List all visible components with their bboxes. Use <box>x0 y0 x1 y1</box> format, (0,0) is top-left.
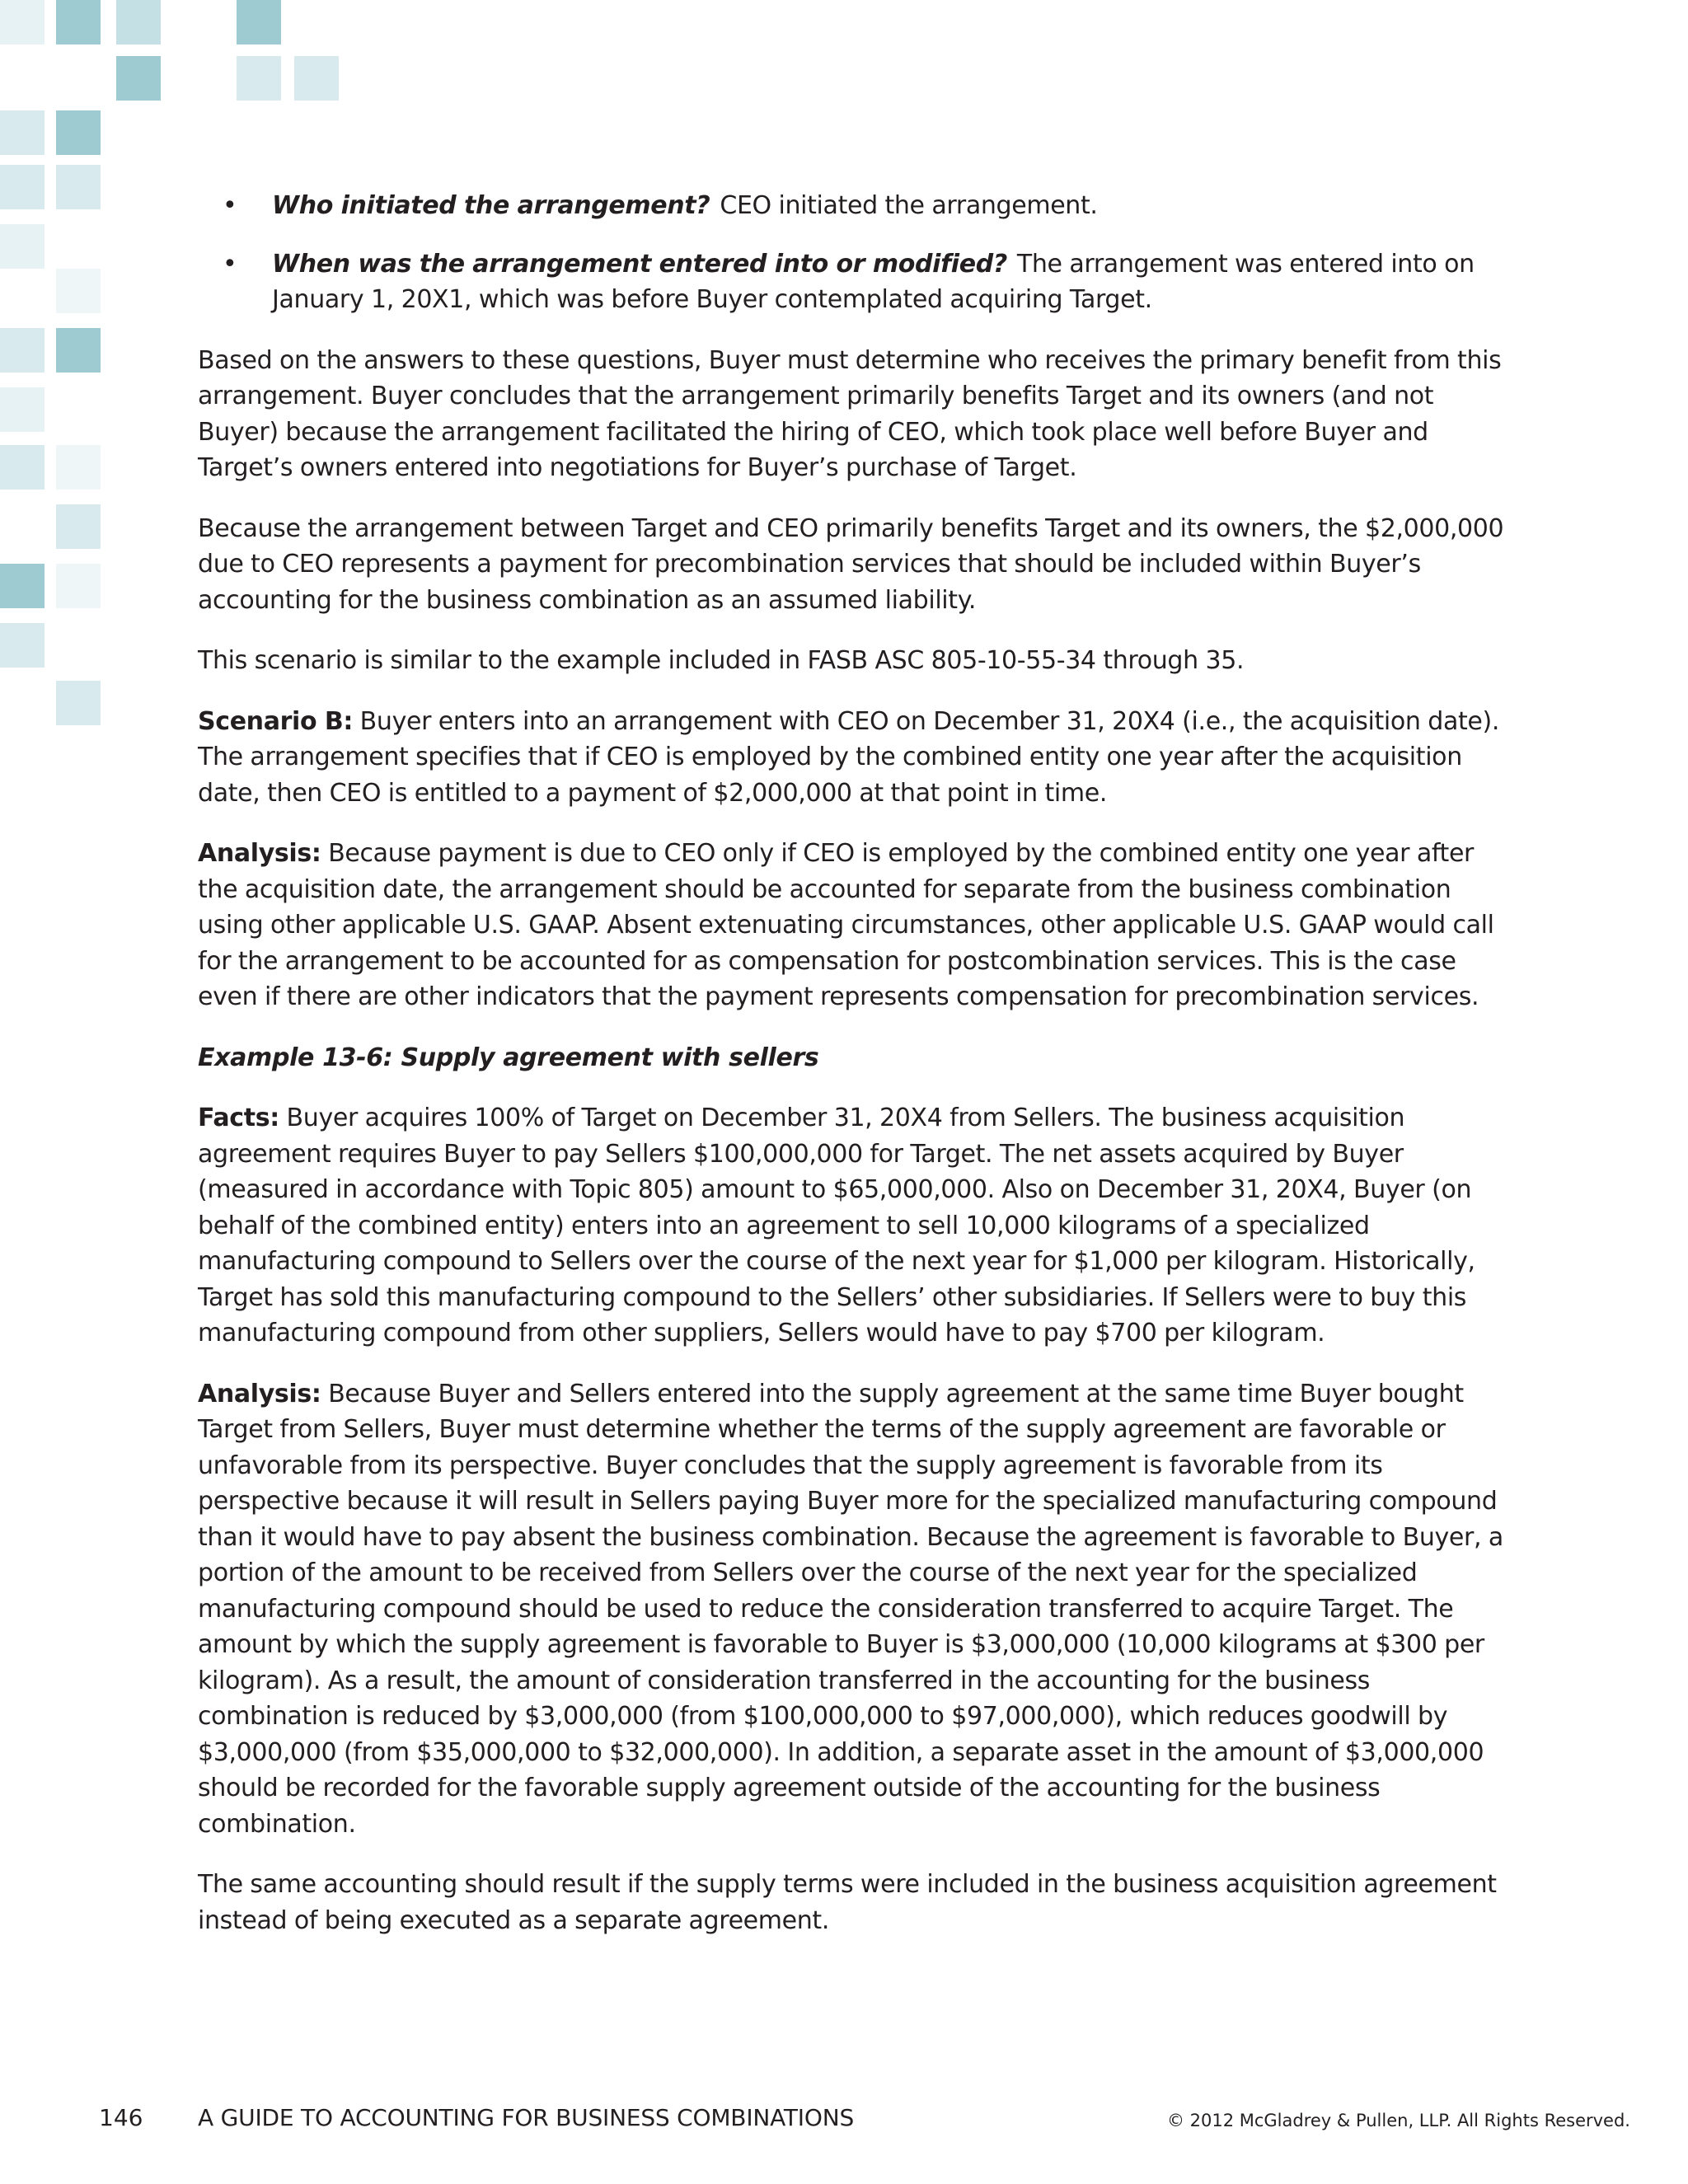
analysis-label: Analysis: <box>198 839 321 868</box>
decorative-tile <box>0 0 45 45</box>
running-title: A GUIDE TO ACCOUNTING FOR BUSINESS COMBINATIONS <box>198 2104 855 2131</box>
paragraph-facts <box>198 1100 1508 1352</box>
paragraph-analysis-supply <box>198 1376 1508 1843</box>
decorative-tile <box>56 0 101 45</box>
bullet-icon: • <box>223 191 237 220</box>
decorative-tile <box>0 165 45 209</box>
decorative-tile <box>116 0 161 45</box>
question-list <box>198 188 1508 318</box>
question-text: Who initiated the arrangement? <box>272 191 710 220</box>
decorative-tile <box>0 110 45 155</box>
decorative-tile <box>56 445 101 490</box>
decorative-tile <box>237 0 281 45</box>
example-heading: Example 13-6: Supply agreement with sellers <box>198 1043 819 1072</box>
question-text: When was the arrangement entered into or modified? <box>272 249 1007 279</box>
paragraph-scenario-b <box>198 704 1508 812</box>
answer-text: CEO initiated the arrangement. <box>720 191 1098 220</box>
paragraph-primary-benefit: Based on the answers to these questions, Buyer must determine who receives the primary benefit from this arrangement. Buyer concludes that the arrangement primarily benefits Target and its owners (and not Buyer) because the arrangement facilitated the hiring of CEO, which took place well before Buyer and Target’s owners entered into negotiations for Buyer’s purchase of Target. <box>198 345 1502 482</box>
decorative-tile <box>0 623 45 668</box>
decorative-tile <box>294 56 339 101</box>
copyright-notice: © 2012 McGladrey & Pullen, LLP. All Rights Reserved. <box>1166 2111 1630 2130</box>
bullet-icon: • <box>223 249 237 279</box>
decorative-tile <box>56 269 101 313</box>
page-footer <box>0 2103 1688 2136</box>
decorative-tile <box>0 564 45 608</box>
answer-text: The arrangement was entered into on January 1, 20X1, which was before Buyer contemplated acquiring Target. <box>272 249 1475 314</box>
decorative-tile <box>237 56 281 101</box>
list-item <box>198 188 1508 224</box>
facts-text: Buyer acquires 100% of Target on December 31, 20X4 from Sellers. The business acquisition agreement requires Buyer to pay Sellers $100,000,000 for Target. The net assets acquired by Buyer (measured in accordance with Topic 805) amount to $65,000,000. Also on December 31, 20X4, Buyer (on behalf of the combined entity) enters into an agreement to sell 10,000 kilograms of a specialized manufacturing compound to Sellers over the course of the next year for $1,000 per kilogram. Historically, Target has sold this manufacturing compound to the Sellers’ other subsidiaries. If Sellers were to buy this manufacturing compound from other suppliers, Sellers would have to pay $700 per kilogram. <box>198 1104 1475 1347</box>
analysis-text: Because payment is due to CEO only if CEO is employed by the combined entity one year after the acquisition date, the arrangement should be accounted for separate from the business combination using other applicable U.S. GAAP. Absent extenuating circumstances, other applicable U.S. GAAP would call for the arrangement to be accounted for as compensation for postcombination services. This is the case even if there are other indicators that the payment represents compensation for precombination services. <box>198 839 1494 1011</box>
paragraph-fasb-reference: This scenario is similar to the example included in FASB ASC 805-10-55-34 through 35. <box>198 646 1245 675</box>
analysis-text: Because Buyer and Sellers entered into the supply agreement at the same time Buyer bought Target from Sellers, Buyer must determine whether the terms of the supply agreement are favorable or unfavorable from its perspective. Buyer concludes that the supply agreement is favorable from its perspective because it will result in Sellers paying Buyer more for the specialized manufacturing compound than it would have to pay absent the business combination. Because the agreement is favorable to Buyer, a portion of the amount to be received from Sellers over the course of the next year for the specialized manufacturing compound should be used to reduce the consideration transferred to acquire Target. The amount by which the supply agreement is favorable to Buyer is $3,000,000 (10,000 kilograms at $300 per kilogram). As a result, the amount of consideration transferred in the accounting for the business combination is reduced by $3,000,000 (from $100,000,000 to $97,000,000), which reduces goodwill by $3,000,000 (from $35,000,000 to $32,000,000). In addition, a separate asset in the amount of $3,000,000 should be recorded for the favorable supply agreement outside of the accounting for the business combination. <box>198 1379 1503 1839</box>
decorative-tile <box>56 328 101 373</box>
facts-label: Facts: <box>198 1104 279 1132</box>
main-content <box>198 188 1508 1963</box>
paragraph-analysis-scenario-b <box>198 836 1508 1015</box>
page-number: 146 <box>99 2104 143 2131</box>
decorative-tile <box>56 681 101 725</box>
decorative-tile <box>56 110 101 155</box>
scenario-b-label: Scenario B: <box>198 706 353 736</box>
decorative-tile <box>0 328 45 373</box>
paragraph-same-accounting: The same accounting should result if the supply terms were included in the business acquisition agreement instead of being executed as a separate agreement. <box>198 1870 1497 1935</box>
decorative-tile <box>0 224 45 269</box>
decorative-tile <box>56 165 101 209</box>
decorative-tile <box>0 387 45 432</box>
decorative-tile <box>56 564 101 608</box>
list-item <box>198 246 1508 318</box>
decorative-tile <box>56 504 101 549</box>
scenario-b-text: Buyer enters into an arrangement with CEO on December 31, 20X4 (i.e., the acquisition date). The arrangement specifies that if CEO is employed by the combined entity one year after the acquisition date, then CEO is entitled to a payment of $2,000,000 at that point in time. <box>198 706 1500 808</box>
analysis-label: Analysis: <box>198 1379 321 1408</box>
decorative-tile <box>0 445 45 490</box>
paragraph-assumed-liability: Because the arrangement between Target and CEO primarily benefits Target and its owners, the $2,000,000 due to CEO represents a payment for precombination services that should be included within Buyer’s accounting for the business combination as an assumed liability. <box>198 513 1504 615</box>
decorative-tile <box>116 56 161 101</box>
